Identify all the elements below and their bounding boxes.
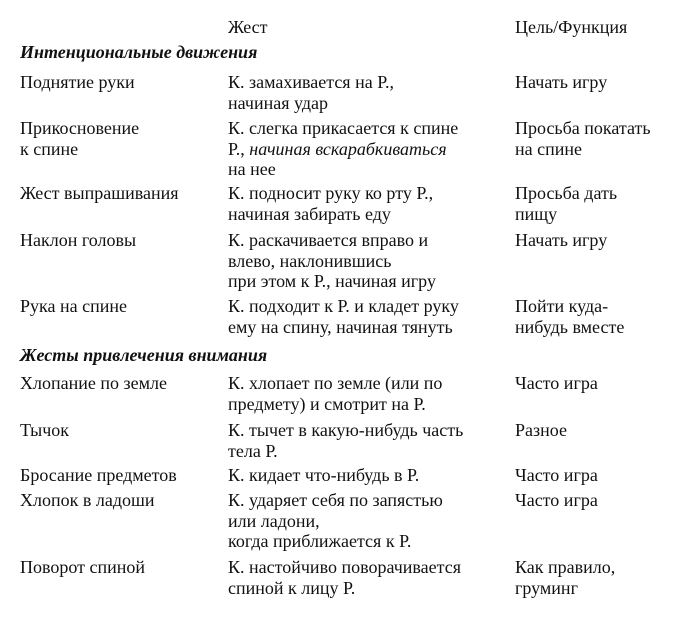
gesture-description: при этом к Р., начиная игру [228,271,436,291]
gesture-goal: Часто игра [515,490,598,510]
column-header-gesture: Жест [228,17,268,37]
gesture-description: начиная забирать еду [228,203,391,224]
gesture-goal: Как правило, [515,557,616,577]
gesture-description: К. кидает что-нибудь в Р. [228,465,420,485]
gesture-name: Жест выпрашивания [20,183,179,203]
gesture-description: ему на спину, начиная тянуть [228,316,453,337]
gesture-description: спиной к лицу Р. [228,577,356,598]
gesture-name: Поднятие руки [20,72,135,92]
gesture-name: Прикосновение [20,118,140,138]
gesture-goal: Просьба покатать [515,118,651,138]
gesture-goal: Пойти куда- [515,296,609,316]
gesture-description: К. раскачивается вправо и [228,230,429,250]
gesture-description: влево, наклонившись [228,250,392,271]
gesture-goal: нибудь вместе [515,316,625,337]
section-title-attention: Жесты привлечения внимания [20,345,268,365]
gesture-goal: Разное [515,420,567,440]
column-header-goal: Цель/Функция [515,17,628,37]
gesture-name: Наклон головы [20,230,137,250]
gesture-description: на нее [228,159,276,179]
gesture-goal: Часто игра [515,373,598,393]
gesture-description: К. слегка прикасается к спине [228,118,459,138]
gesture-goal: груминг [515,577,578,598]
gesture-description: начиная удар [228,92,329,113]
gesture-goal: Начать игру [515,230,608,250]
gesture-description: К. ударяет себя по запястью [228,490,443,510]
gesture-name: Тычок [20,420,69,440]
gesture-goal: Часто игра [515,465,598,485]
gesture-description: предмету) и смотрит на Р. [228,393,426,414]
gesture-description: К. подходит к Р. и кладет руку [228,296,459,316]
gesture-description: К. подносит руку ко рту Р., [228,183,434,203]
gesture-description: когда приближается к Р. [228,531,412,551]
gesture-description: Р., начиная вскарабкиваться [228,138,447,159]
gesture-name: Рука на спине [20,296,127,316]
gesture-name: Хлопание по земле [20,373,167,393]
gesture-description: или ладони, [228,510,320,531]
gesture-description: К. замахивается на Р., [228,72,394,92]
gesture-goal: Начать игру [515,72,608,92]
gesture-description: К. тычет в какую-нибудь часть [228,420,464,440]
gesture-description: К. настойчиво поворачивается [228,557,461,577]
gesture-name: Хлопок в ладоши [20,490,155,510]
gesture-description: тела Р. [228,440,278,461]
section-title-intentional: Интенциональные движения [20,42,258,62]
gesture-goal: пищу [515,203,558,224]
gesture-goal: Просьба дать [515,183,618,203]
gesture-name: Бросание предметов [20,465,177,485]
gesture-name: к спине [20,138,79,159]
gesture-name: Поворот спиной [20,557,146,577]
gesture-description: К. хлопает по земле (или по [228,373,443,393]
gesture-goal: на спине [515,138,582,159]
